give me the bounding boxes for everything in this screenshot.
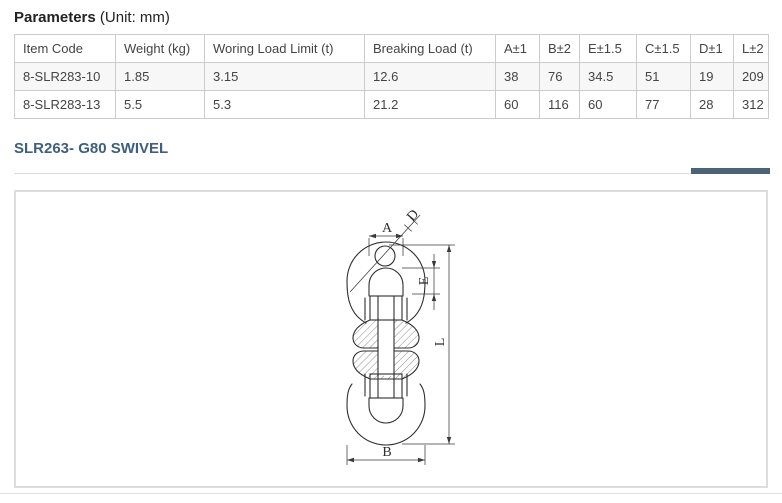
e-arrow bbox=[432, 261, 436, 268]
pin-cross-section bbox=[375, 246, 395, 266]
col-a: A±1 bbox=[496, 35, 540, 63]
l-arrow bbox=[447, 245, 451, 252]
cell-d: 19 bbox=[691, 63, 734, 91]
col-e: E±1.5 bbox=[580, 35, 637, 63]
table-row bbox=[15, 91, 769, 119]
cell-wll: 3.15 bbox=[205, 63, 365, 91]
parameters-title: Parameters bbox=[14, 9, 96, 26]
col-d: D±1 bbox=[691, 35, 734, 63]
section-underline bbox=[14, 168, 770, 174]
col-l: L±2 bbox=[734, 35, 769, 63]
l-arrow bbox=[447, 437, 451, 444]
cell-c: 77 bbox=[637, 91, 691, 119]
spindle-shaft bbox=[378, 318, 394, 376]
b-arrow bbox=[347, 458, 354, 462]
cell-a: 38 bbox=[496, 63, 540, 91]
bottom-divider bbox=[0, 493, 782, 494]
dim-label-b: B bbox=[382, 445, 392, 460]
cell-e: 34.5 bbox=[580, 63, 637, 91]
cell-breaking-load: 12.6 bbox=[365, 63, 496, 91]
dim-label-d: D bbox=[404, 207, 423, 225]
bottom-eye-inner bbox=[369, 398, 403, 423]
section-title: SLR263- G80 SWIVEL bbox=[14, 140, 169, 157]
table-header-row bbox=[15, 35, 769, 63]
cell-weight: 1.85 bbox=[116, 63, 205, 91]
top-hex-nut bbox=[370, 296, 402, 320]
cell-a: 60 bbox=[496, 91, 540, 119]
cell-l: 312 bbox=[734, 91, 769, 119]
cell-b: 116 bbox=[540, 91, 580, 119]
col-working-load-limit: Woring Load Limit (t) bbox=[205, 35, 365, 63]
dim-label-a: A bbox=[381, 221, 393, 236]
cell-l: 209 bbox=[734, 63, 769, 91]
cell-c: 51 bbox=[637, 63, 691, 91]
col-item-code: Item Code bbox=[15, 35, 116, 63]
dim-label-e: E bbox=[417, 276, 432, 286]
col-breaking-load: Breaking Load (t) bbox=[365, 35, 496, 63]
cell-item-code: 8-SLR283-10 bbox=[15, 63, 116, 91]
tab-indicator-bar bbox=[691, 168, 770, 174]
cell-e: 60 bbox=[580, 91, 637, 119]
technical-drawing-panel bbox=[14, 190, 768, 488]
cell-item-code: 8-SLR283-13 bbox=[15, 91, 116, 119]
swivel-technical-drawing bbox=[16, 192, 766, 486]
b-arrow bbox=[418, 458, 425, 462]
table-row bbox=[15, 63, 769, 91]
cell-b: 76 bbox=[540, 63, 580, 91]
e-arrow bbox=[432, 294, 436, 301]
parameters-table bbox=[14, 34, 769, 119]
col-b: B±2 bbox=[540, 35, 580, 63]
unit-note: (Unit: mm) bbox=[99, 9, 170, 26]
top-eye-inner bbox=[369, 268, 403, 296]
bottom-eye-outer bbox=[347, 384, 425, 445]
cell-breaking-load: 21.2 bbox=[365, 91, 496, 119]
cell-wll: 5.3 bbox=[205, 91, 365, 119]
dim-label-l: L bbox=[433, 337, 448, 347]
parameters-heading bbox=[14, 9, 770, 27]
a-arrow bbox=[369, 234, 376, 238]
cell-d: 28 bbox=[691, 91, 734, 119]
col-c: C±1.5 bbox=[637, 35, 691, 63]
cell-weight: 5.5 bbox=[116, 91, 205, 119]
col-weight: Weight (kg) bbox=[116, 35, 205, 63]
